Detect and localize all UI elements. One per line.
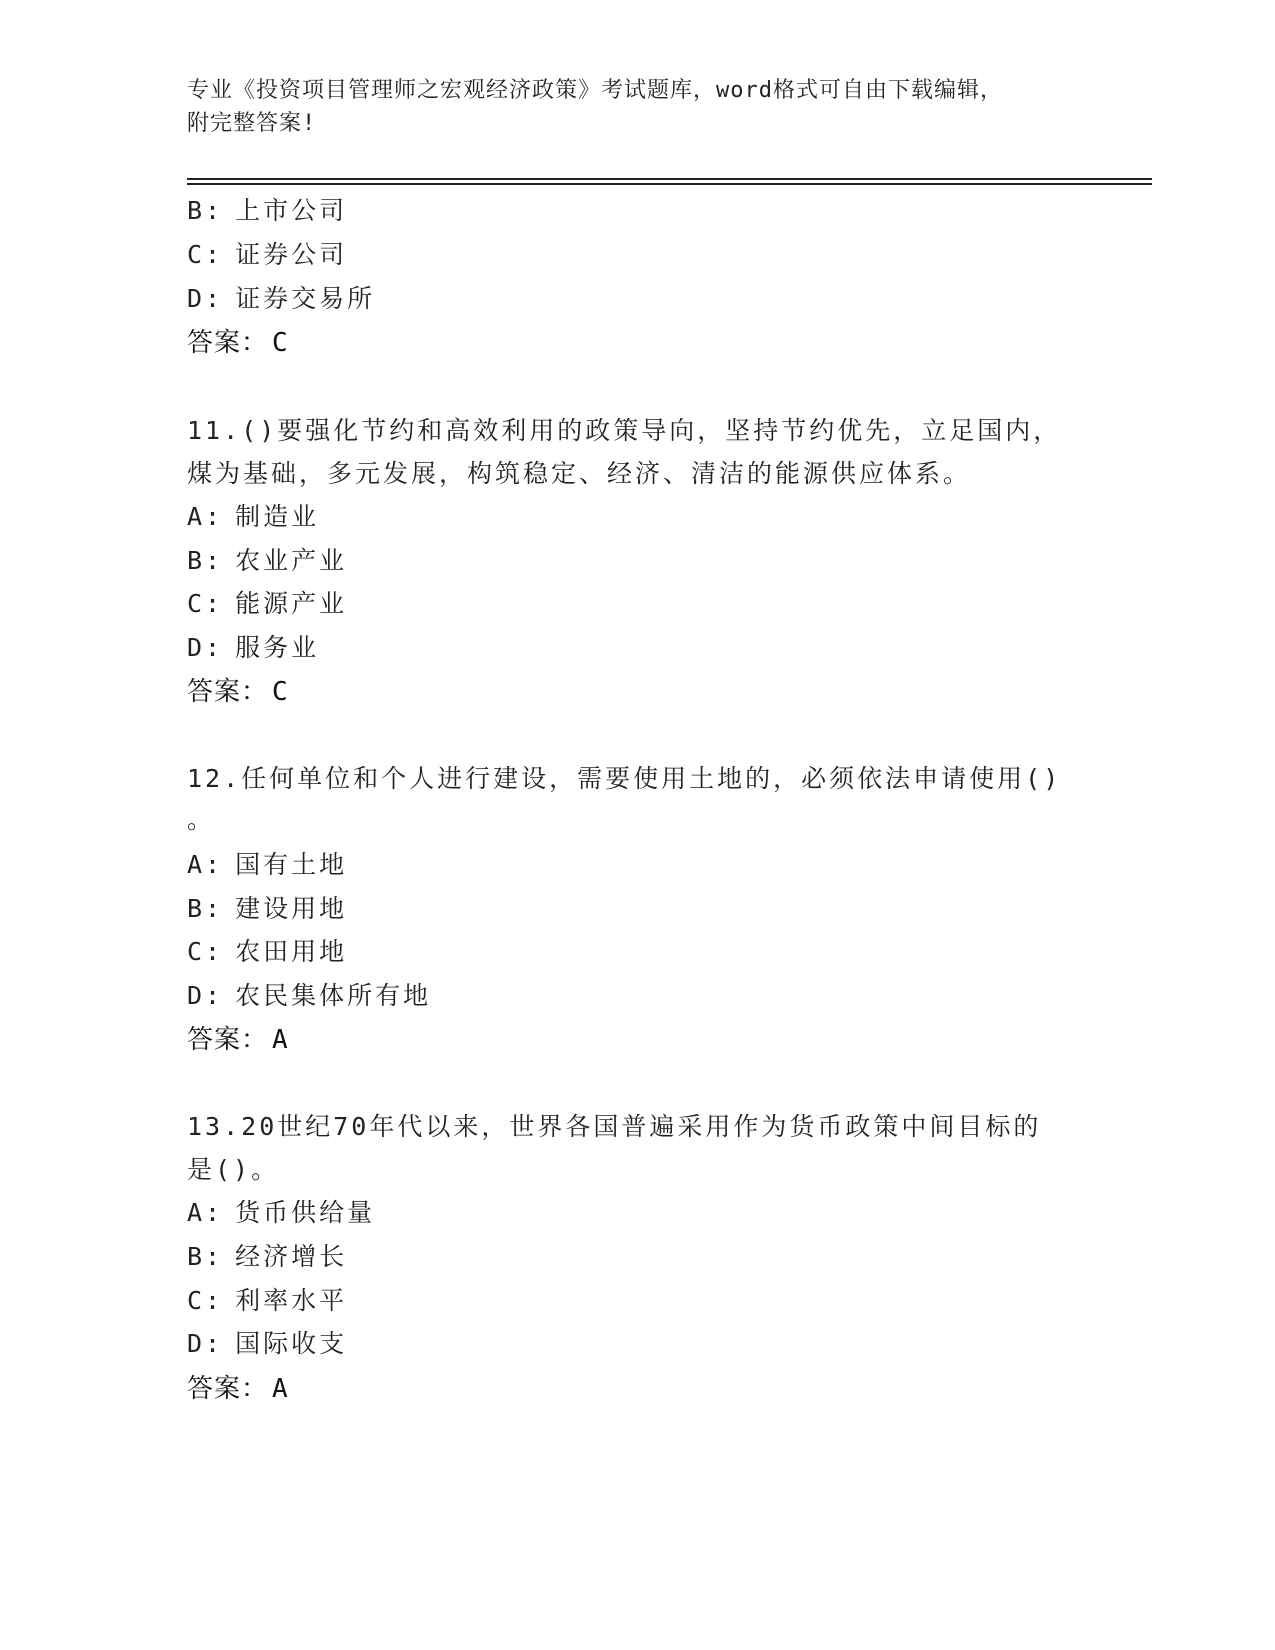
option-text: 农田用地 [235, 937, 348, 966]
question-stem-line-2: 是()。 [187, 1155, 280, 1184]
option-letter: C: [187, 240, 224, 269]
option-text: 利率水平 [235, 1286, 348, 1315]
option-text: 服务业 [235, 633, 320, 662]
option-b [187, 541, 347, 577]
option-c [187, 584, 347, 620]
option-text: 国有土地 [235, 850, 348, 879]
option-a [187, 1193, 375, 1229]
option-text: 制造业 [235, 502, 320, 531]
option-text: 经济增长 [235, 1242, 348, 1271]
option-letter: D: [187, 633, 224, 662]
answer-line [187, 322, 289, 359]
answer-value: A [272, 1374, 289, 1404]
option-text: 农民集体所有地 [235, 981, 432, 1010]
header-line-1: 专业《投资项目管理师之宏观经济政策》考试题库，word格式可自由下载编辑， [187, 78, 1003, 103]
question-stem-line-2: 煤为基础，多元发展，构筑稳定、经济、清洁的能源供应体系。 [187, 459, 972, 488]
question-stem-line-1: 12.任何单位和个人进行建设，需要使用土地的，必须依法申请使用() [187, 764, 1062, 793]
option-text: 上市公司 [235, 196, 348, 225]
answer-line [187, 1019, 289, 1056]
option-b [187, 1237, 347, 1273]
option-text: 国际收支 [235, 1329, 348, 1358]
answer-line [187, 1368, 289, 1405]
option-d [187, 279, 375, 315]
option-b [187, 889, 347, 925]
question-stem-line-2: 。 [187, 805, 216, 834]
option-d [187, 1324, 347, 1360]
option-letter: D: [187, 284, 224, 313]
answer-value: C [272, 677, 289, 707]
answer-label: 答案： [187, 677, 269, 707]
option-a [187, 497, 319, 533]
header-divider-top [187, 178, 1152, 180]
option-letter: C: [187, 1286, 224, 1315]
option-letter: D: [187, 981, 224, 1010]
answer-value: A [272, 1025, 289, 1055]
answer-label: 答案： [187, 328, 269, 358]
header-divider-bottom [187, 183, 1152, 185]
option-text: 货币供给量 [235, 1198, 376, 1227]
option-text: 证券交易所 [235, 284, 376, 313]
answer-value: C [272, 328, 289, 358]
option-a [187, 845, 347, 881]
answer-line [187, 671, 289, 708]
document-header [187, 74, 1087, 140]
option-letter: B: [187, 546, 224, 575]
option-b [187, 191, 347, 227]
option-letter: C: [187, 589, 224, 618]
question-stem-line-1: 13.20世纪70年代以来，世界各国普遍采用作为货币政策中间目标的 [187, 1112, 1042, 1141]
header-line-2: 附完整答案! [187, 111, 317, 136]
option-letter: D: [187, 1329, 224, 1358]
answer-label: 答案： [187, 1374, 269, 1404]
option-letter: A: [187, 502, 224, 531]
option-d [187, 976, 431, 1012]
option-c [187, 1281, 347, 1317]
option-letter: A: [187, 1198, 224, 1227]
option-text: 证券公司 [235, 240, 348, 269]
option-text: 建设用地 [235, 894, 348, 923]
option-letter: B: [187, 1242, 224, 1271]
option-letter: C: [187, 937, 224, 966]
option-c [187, 932, 347, 968]
answer-label: 答案： [187, 1025, 269, 1055]
option-c [187, 235, 347, 271]
option-letter: A: [187, 850, 224, 879]
option-letter: B: [187, 894, 224, 923]
option-text: 能源产业 [235, 589, 348, 618]
option-text: 农业产业 [235, 546, 348, 575]
option-letter: B: [187, 196, 224, 225]
question-stem-line-1: 11.()要强化节约和高效利用的政策导向，坚持节约优先，立足国内， [187, 416, 1062, 445]
option-d [187, 628, 319, 664]
